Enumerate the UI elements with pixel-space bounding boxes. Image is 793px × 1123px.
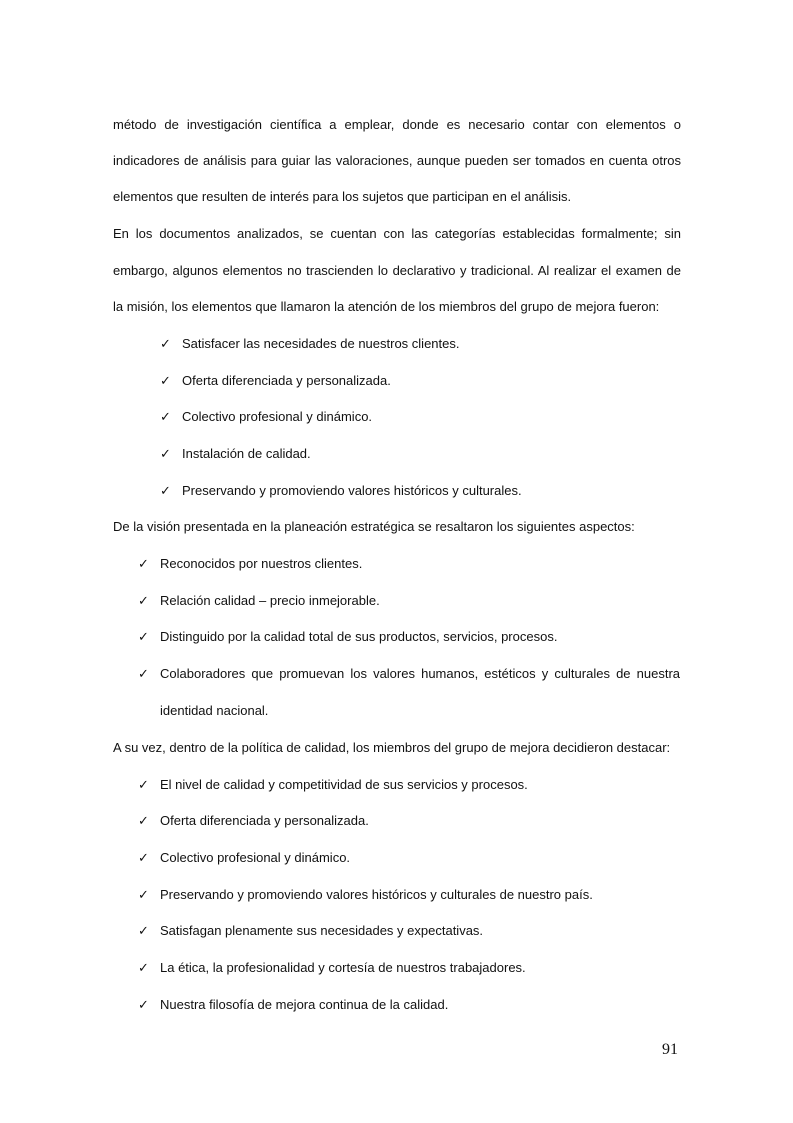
checkmark-icon: ✓ xyxy=(138,814,149,829)
list-item-text: La ética, la profesionalidad y cortesía de nuestros trabajadores. xyxy=(160,960,526,975)
mission-list-item xyxy=(160,373,680,390)
mission-list-item xyxy=(160,446,680,463)
list-item-text: Oferta diferenciada y personalizada. xyxy=(182,373,391,388)
checkmark-icon: ✓ xyxy=(138,630,149,645)
vision-list-item xyxy=(138,556,681,573)
checkmark-icon: ✓ xyxy=(138,998,149,1013)
list-item-text: Satisfagan plenamente sus necesidades y expectativas. xyxy=(160,923,484,938)
checkmark-icon: ✓ xyxy=(160,374,171,389)
list-item-text: Nuestra filosofía de mejora continua de la calidad. xyxy=(160,997,449,1012)
vision-list-item xyxy=(138,593,681,610)
checkmark-icon: ✓ xyxy=(160,410,171,425)
mission-list-item xyxy=(160,336,680,353)
checkmark-icon: ✓ xyxy=(160,337,171,352)
list-item-continuation: identidad nacional. xyxy=(160,703,269,718)
checkmark-icon: ✓ xyxy=(138,667,149,682)
checkmark-icon: ✓ xyxy=(138,594,149,609)
checkmark-icon: ✓ xyxy=(160,484,171,499)
list-item-text: Colaboradores que promuevan los valores humanos, estéticos y culturales de nuestra xyxy=(160,666,680,681)
policy-list-item xyxy=(138,960,681,977)
checkmark-icon: ✓ xyxy=(138,778,149,793)
list-item-text: Preservando y promoviendo valores históricos y culturales. xyxy=(182,483,522,498)
policy-list-item xyxy=(138,887,681,904)
vision-list-item xyxy=(138,666,681,683)
page-number: 91 xyxy=(662,1041,678,1058)
vision-intro: De la visión presentada en la planeación estratégica se resaltaron los siguientes aspectos: xyxy=(113,519,635,534)
checkmark-icon: ✓ xyxy=(138,851,149,866)
policy-list-item xyxy=(138,777,681,794)
policy-list-item xyxy=(138,813,681,830)
vision-list-item xyxy=(138,629,681,646)
policy-list-item xyxy=(138,850,681,867)
paragraph2-line: la misión, los elementos que llamaron la atención de los miembros del grupo de mejora fueron: xyxy=(113,299,660,314)
checkmark-icon: ✓ xyxy=(138,557,149,572)
list-item-text: Reconocidos por nuestros clientes. xyxy=(160,556,363,571)
checkmark-icon: ✓ xyxy=(160,447,171,462)
paragraph1-line: elementos que resulten de interés para los sujetos que participan en el análisis. xyxy=(113,189,572,204)
list-item-text: Satisfacer las necesidades de nuestros clientes. xyxy=(182,336,460,351)
mission-list-item xyxy=(160,409,680,426)
policy-list-item xyxy=(138,923,681,940)
list-item-text: Relación calidad – precio inmejorable. xyxy=(160,593,380,608)
list-item-text: Colectivo profesional y dinámico. xyxy=(160,850,351,865)
list-item-text: Oferta diferenciada y personalizada. xyxy=(160,813,369,828)
paragraph1-line: indicadores de análisis para guiar las valoraciones, aunque pueden ser tomados en cuenta otros xyxy=(113,153,681,168)
paragraph1-line: método de investigación científica a emplear, donde es necesario contar con elementos o xyxy=(113,117,681,132)
list-item-text: Colectivo profesional y dinámico. xyxy=(182,409,373,424)
list-item-text: Instalación de calidad. xyxy=(182,446,311,461)
policy-intro: A su vez, dentro de la política de calidad, los miembros del grupo de mejora decidieron destacar: xyxy=(113,740,671,755)
checkmark-icon: ✓ xyxy=(138,924,149,939)
list-item-text: Preservando y promoviendo valores históricos y culturales de nuestro país. xyxy=(160,887,593,902)
list-item-text: Distinguido por la calidad total de sus productos, servicios, procesos. xyxy=(160,629,558,644)
paragraph2-line: embargo, algunos elementos no trascienden lo declarativo y tradicional. Al realizar el examen de xyxy=(113,263,681,278)
paragraph2-line: En los documentos analizados, se cuentan con las categorías establecidas formalmente; sin xyxy=(113,226,681,241)
list-item-text: El nivel de calidad y competitividad de sus servicios y procesos. xyxy=(160,777,528,792)
policy-list-item xyxy=(138,997,681,1014)
checkmark-icon: ✓ xyxy=(138,961,149,976)
mission-list-item xyxy=(160,483,680,500)
checkmark-icon: ✓ xyxy=(138,888,149,903)
